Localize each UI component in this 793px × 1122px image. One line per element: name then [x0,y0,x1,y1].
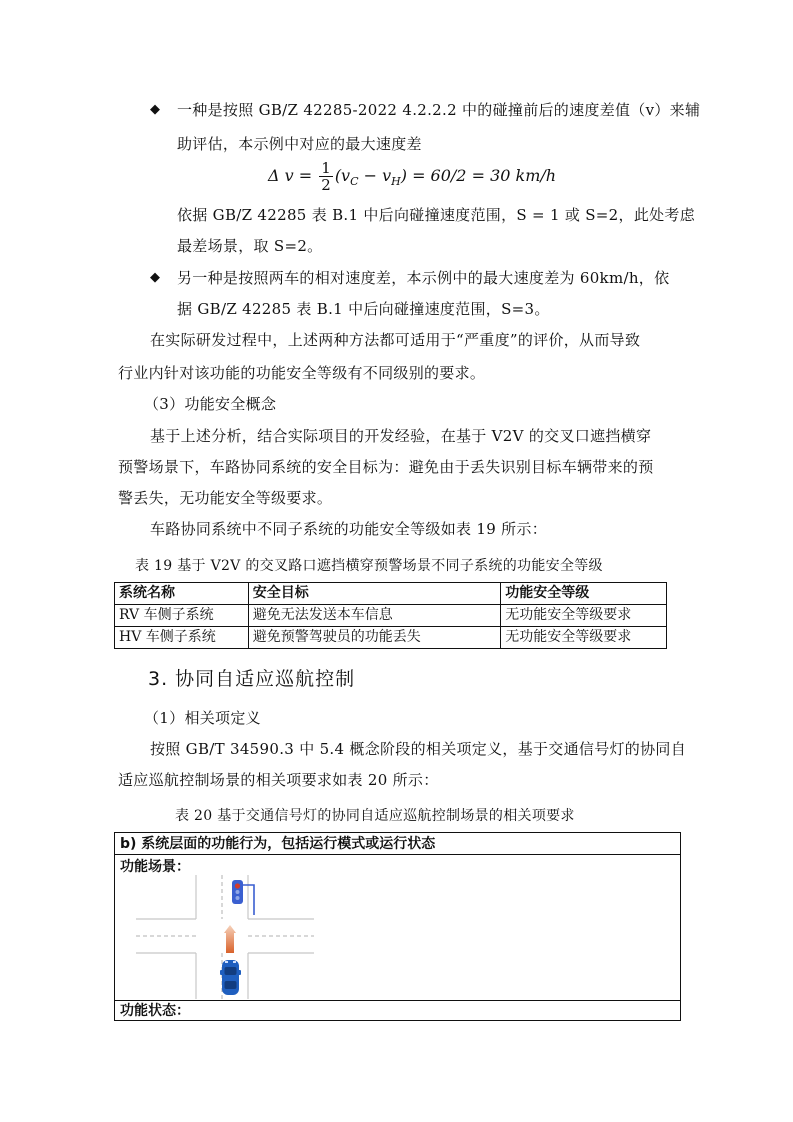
table-cell: 避免预警驾驶员的功能丢失 [248,627,500,649]
paragraph-line: 基于上述分析，结合实际项目的开发经验，在基于 V2V 的交叉口遮挡横穿 [150,427,652,445]
table-header-cell: 系统名称 [115,583,249,605]
formula-sub-c: C [350,175,359,189]
formula-rhs: (v [334,166,351,185]
table-cell: 避免无法发送本车信息 [248,605,500,627]
paragraph-line: 在实际研发过程中，上述两种方法都可适用于“严重度”的评价，从而导致 [150,331,641,349]
paragraph-line: 车路协同系统中不同子系统的功能安全等级如表 19 所示： [150,520,548,538]
bullet-marker: ◆ [150,102,160,117]
table-cell: RV 车侧子系统 [115,605,249,627]
table-header-row [115,583,667,605]
table-cell: 无功能安全等级要求 [501,627,667,649]
table-row [115,605,667,627]
function-state-label: 功能状态： [120,1003,190,1019]
section-heading: 3. 协同自适应巡航控制 [148,668,356,690]
table-header-cell: 功能安全等级 [501,583,667,605]
table-20-header: b) 系统层面的功能行为，包括运行模式或运行状态 [115,833,680,855]
formula-minus: − v [358,166,392,185]
table-20-row-divider [115,1000,680,1001]
function-scene-label: 功能场景： [120,859,190,875]
table-20 [114,832,681,1021]
table-cell: 无功能安全等级要求 [501,605,667,627]
formula-numerator: 1 [321,159,331,177]
table-cell: HV 车侧子系统 [115,627,249,649]
formula-tail: ) = 60/2 = 30 km/h [400,166,557,185]
table-row [115,627,667,649]
intersection-scene-illustration [130,875,320,999]
traffic-light-icon [232,880,254,915]
paragraph-line: 最差场景，取 S=2。 [177,237,323,255]
table-20-caption: 表 20 基于交通信号灯的协同自适应巡航控制场景的相关项要求 [175,808,575,824]
table-19-caption: 表 19 基于 V2V 的交叉路口遮挡横穿预警场景不同子系统的功能安全等级 [135,558,603,574]
paragraph-line: 一种是按照 GB/Z 42285-2022 4.2.2.2 中的碰撞前后的速度差值（v）来辅 [177,101,701,119]
host-vehicle-icon [220,960,241,995]
paragraph-line: 依据 GB/Z 42285 表 B.1 中后向碰撞速度范围，S = 1 或 S=2，此处考虑 [177,206,696,224]
subsection-title: （3）功能安全概念 [144,395,277,413]
paragraph-line: 按照 GB/T 34590.3 中 5.4 概念阶段的相关项定义，基于交通信号灯的协同自 [150,740,686,758]
table-19 [114,582,667,649]
speed-difference-formula [268,160,556,193]
formula-lhs: Δ v = [268,166,313,185]
paragraph-line: 据 GB/Z 42285 表 B.1 中后向碰撞速度范围，S=3。 [177,300,550,318]
paragraph-line: 行业内针对该功能的功能安全等级有不同级别的要求。 [118,364,486,382]
formula-fraction [319,160,333,193]
paragraph-line: 预警场景下，车路协同系统的安全目标为：避免由于丢失识别目标车辆带来的预 [118,458,654,476]
table-header-cell: 安全目标 [248,583,500,605]
vehicle-direction-arrow-icon [224,925,236,953]
formula-sub-h: H [391,175,401,189]
formula-denominator: 2 [321,176,331,194]
paragraph-line: 另一种是按照两车的相对速度差，本示例中的最大速度差为 60km/h，依 [177,269,670,287]
paragraph-line: 助评估，本示例中对应的最大速度差 [177,135,422,153]
subsection-title: （1）相关项定义 [144,709,261,727]
paragraph-line: 适应巡航控制场景的相关项要求如表 20 所示： [118,771,439,789]
paragraph-line: 警丢失，无功能安全等级要求。 [118,489,333,507]
bullet-marker: ◆ [150,270,160,285]
